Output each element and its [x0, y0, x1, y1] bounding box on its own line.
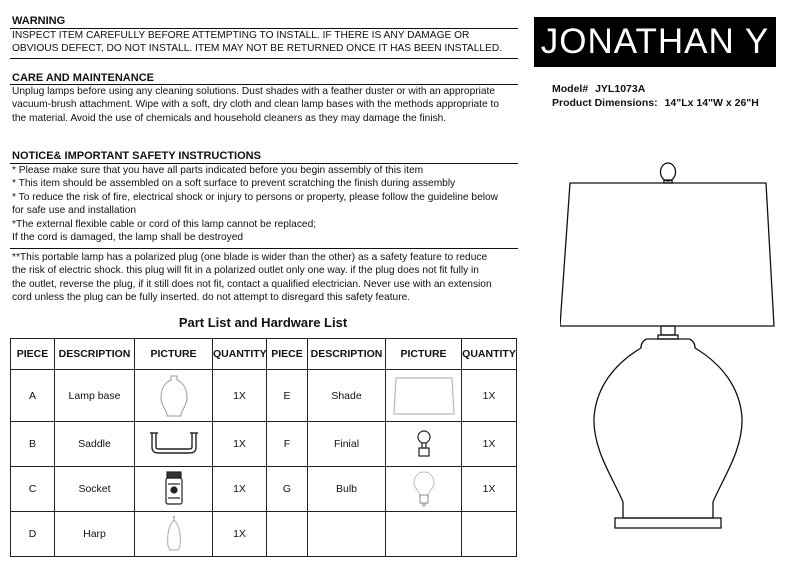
warning-heading: WARNING: [12, 15, 66, 27]
picture-cell: [386, 370, 462, 422]
parts-table: [10, 338, 517, 557]
piece-cell: B: [11, 422, 55, 467]
divider: [10, 58, 518, 59]
piece-cell: D: [11, 512, 55, 557]
picture-cell: [135, 422, 213, 467]
safety-line: * This item should be assembled on a soft surface to prevent scratching the finish during assembly: [12, 178, 456, 190]
polarized-line: the outlet, reverse the plug, if it still does not fit, contact a qualified electrician. Never use with an extension: [12, 278, 492, 290]
header-quantity: QUANTITY: [213, 339, 267, 370]
polarized-line: **This portable lamp has a polarized plug (one blade is wider than the other) as a safety feature to reduce: [12, 252, 488, 263]
care-text: [12, 85, 499, 125]
piece-cell: G: [267, 467, 308, 512]
quantity-cell: [462, 512, 517, 557]
polarized-line: the risk of electric shock. this plug will fit in a polarized outlet only one way. if the plug does not fit fully in: [12, 265, 479, 277]
header-picture: PICTURE: [135, 339, 213, 370]
safety-line: *The external flexible cable or cord of this lamp cannot be replaced;: [12, 218, 317, 230]
header-piece: PIECE: [267, 339, 308, 370]
piece-cell: C: [11, 467, 55, 512]
safety-line: If the cord is damaged, the lamp shall be destroyed: [12, 232, 244, 244]
shade-icon: [392, 374, 456, 418]
picture-cell: [135, 467, 213, 512]
dimensions-value: 14"Lx 14"W x 26"H: [664, 97, 759, 109]
safety-line: * To reduce the risk of fire, electrical shock or injury to persons or property, please follow the guideline below: [12, 191, 499, 203]
care-line: the material. Avoid the use of chemicals and household cleaners as they may damage the finish.: [12, 112, 447, 124]
dimensions-label: Product Dimensions:: [552, 97, 658, 109]
quantity-cell: 1X: [462, 422, 517, 467]
model-info: [552, 82, 645, 96]
parts-table-title: Part List and Hardware List: [178, 315, 348, 330]
picture-cell: [135, 370, 213, 422]
quantity-cell: 1X: [462, 370, 517, 422]
safety-section: [12, 150, 261, 162]
warning-text: [12, 29, 502, 56]
brand-logo: JONATHAN Y: [534, 17, 776, 67]
dimensions-info: [552, 96, 759, 110]
table-row: [11, 467, 517, 512]
care-line: vacuum-brush attachment. Wipe with a soft, dry cloth and clean lamp bases with the methods appropriate to: [12, 99, 499, 111]
picture-cell: [386, 422, 462, 467]
warning-line: OBVIOUS DEFECT, DO NOT INSTALL. ITEM MAY NOT BE RETURNED ONCE IT HAS BEEN INSTALLED.: [12, 43, 503, 55]
piece-cell: [267, 512, 308, 557]
table-header-row: [11, 339, 517, 370]
table-lamp-drawing: [560, 158, 780, 536]
description-cell: Lamp base: [55, 370, 135, 422]
safety-line: * Please make sure that you have all parts indicated before you begin assembly of this item: [12, 165, 424, 176]
model-label: Model#: [552, 83, 589, 95]
socket-icon: [164, 470, 184, 508]
description-cell: [308, 512, 386, 557]
saddle-icon: [148, 429, 200, 459]
table-row: [11, 512, 517, 557]
warning-line: INSPECT ITEM CAREFULLY BEFORE ATTEMPTING TO INSTALL. IF THERE IS ANY DAMAGE OR: [12, 30, 470, 41]
care-heading: CARE AND MAINTENANCE: [12, 72, 154, 84]
quantity-cell: 1X: [462, 467, 517, 512]
quantity-cell: 1X: [213, 512, 267, 557]
picture-cell: [386, 512, 462, 557]
header-description: DESCRIPTION: [308, 339, 386, 370]
table-row: [11, 370, 517, 422]
warning-section: [12, 15, 65, 27]
harp-icon: [164, 514, 184, 554]
description-cell: Harp: [55, 512, 135, 557]
description-cell: Saddle: [55, 422, 135, 467]
header-description: DESCRIPTION: [55, 339, 135, 370]
safety-heading: NOTICE& IMPORTANT SAFETY INSTRUCTIONS: [12, 150, 261, 162]
finial-icon: [414, 428, 434, 460]
piece-cell: A: [11, 370, 55, 422]
safety-text: [12, 164, 498, 244]
model-value: JYL1073A: [595, 83, 646, 95]
description-cell: Bulb: [308, 467, 386, 512]
divider: [10, 248, 518, 249]
care-section: [12, 72, 154, 84]
care-line: Unplug lamps before using any cleaning solutions. Dust shades with a feather duster or with an appropriate: [12, 86, 496, 97]
quantity-cell: 1X: [213, 467, 267, 512]
description-cell: Socket: [55, 467, 135, 512]
quantity-cell: 1X: [213, 422, 267, 467]
description-cell: Shade: [308, 370, 386, 422]
description-cell: Finial: [308, 422, 386, 467]
polarized-plug-text: [12, 251, 492, 305]
table-row: [11, 422, 517, 467]
safety-line: for safe use and installation: [12, 205, 137, 217]
piece-cell: E: [267, 370, 308, 422]
header-quantity: QUANTITY: [462, 339, 517, 370]
header-piece: PIECE: [11, 339, 55, 370]
quantity-cell: 1X: [213, 370, 267, 422]
picture-cell: [135, 512, 213, 557]
bulb-icon: [412, 470, 436, 508]
picture-cell: [386, 467, 462, 512]
header-picture: PICTURE: [386, 339, 462, 370]
piece-cell: F: [267, 422, 308, 467]
polarized-line: cord unless the plug can be fully inserted. do not attempt to disregard this safety feature.: [12, 292, 411, 304]
lamp-base-icon: [159, 374, 189, 418]
